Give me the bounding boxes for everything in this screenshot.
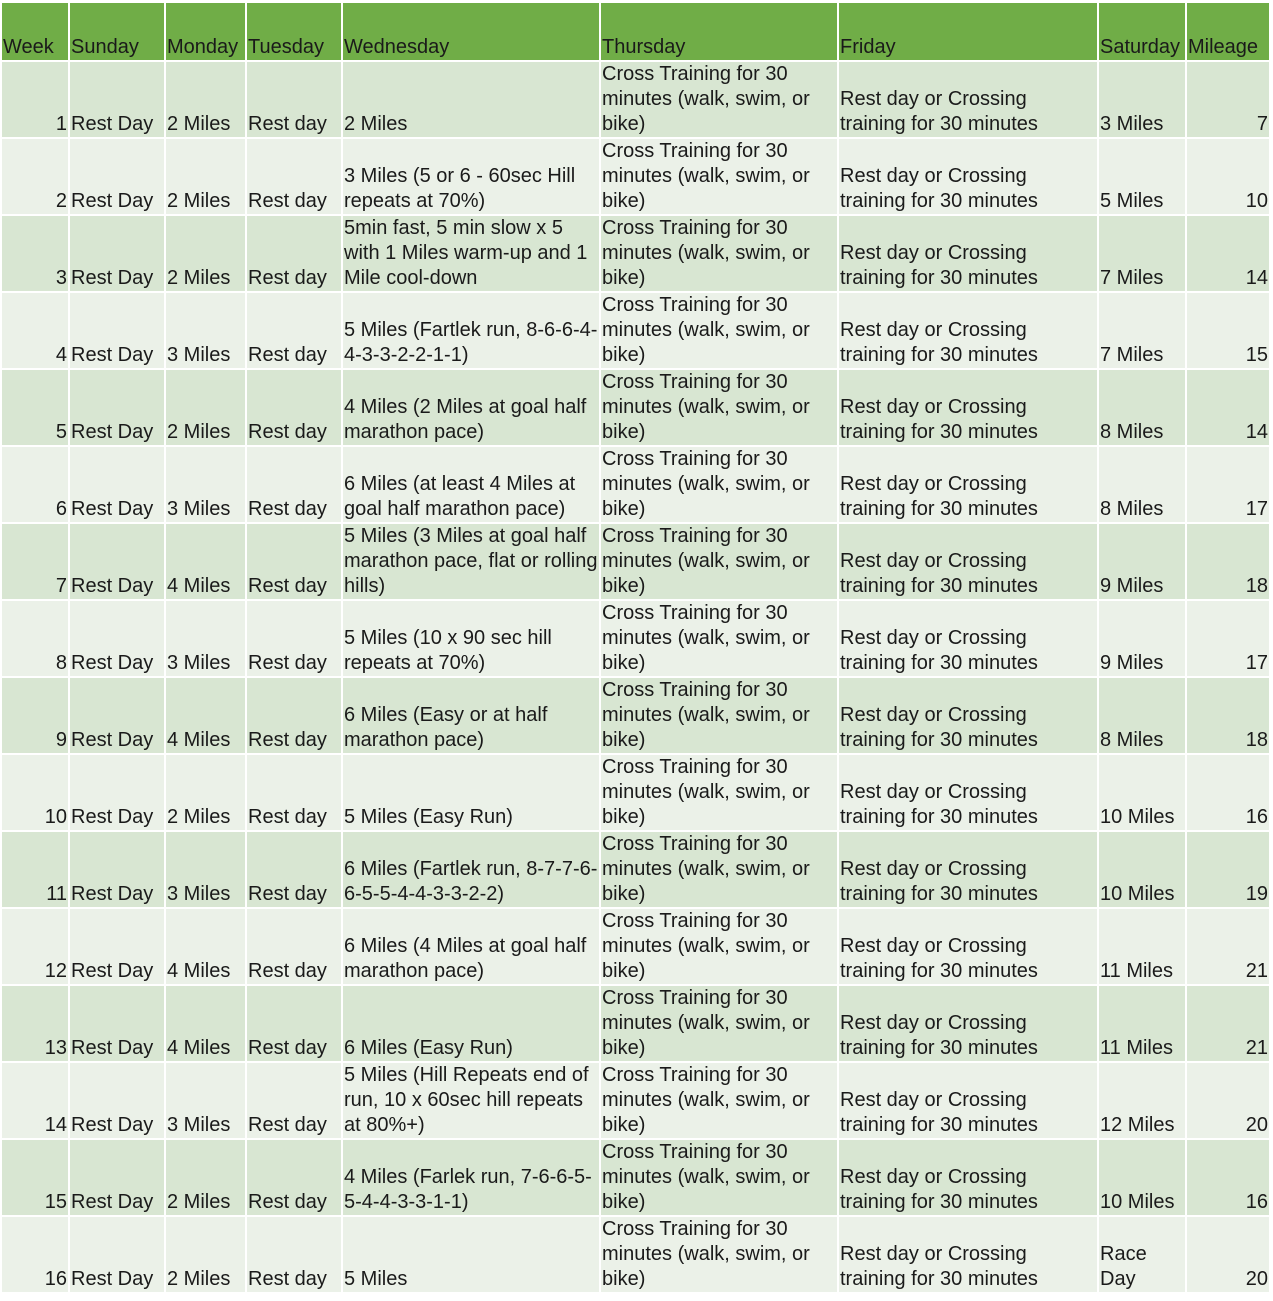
mileage-cell: 10	[1186, 138, 1270, 215]
wednesday-cell: 2 Miles	[342, 61, 600, 138]
wednesday-cell: 5 Miles (3 Miles at goal half marathon pace, flat or rolling hills)	[342, 523, 600, 600]
mileage-cell: 16	[1186, 1139, 1270, 1216]
monday-cell: 2 Miles	[165, 1216, 246, 1293]
week-cell: 9	[2, 677, 69, 754]
saturday-cell: 10 Miles	[1098, 754, 1186, 831]
monday-cell: 3 Miles	[165, 446, 246, 523]
sunday-cell: Rest Day	[69, 677, 165, 754]
sunday-cell: Rest Day	[69, 369, 165, 446]
table-row	[2, 831, 1270, 908]
table-row	[2, 138, 1270, 215]
saturday-cell: 9 Miles	[1098, 600, 1186, 677]
thursday-cell: Cross Training for 30 minutes (walk, swim, or bike)	[600, 446, 838, 523]
tuesday-cell: Rest day	[246, 292, 342, 369]
week-cell: 8	[2, 600, 69, 677]
tuesday-cell: Rest day	[246, 446, 342, 523]
sunday-cell: Rest Day	[69, 61, 165, 138]
mileage-cell: 14	[1186, 215, 1270, 292]
mileage-cell: 15	[1186, 292, 1270, 369]
thursday-cell: Cross Training for 30 minutes (walk, swim, or bike)	[600, 215, 838, 292]
friday-cell: Rest day or Crossing training for 30 minutes	[838, 831, 1098, 908]
monday-cell: 2 Miles	[165, 215, 246, 292]
sunday-cell: Rest Day	[69, 523, 165, 600]
friday-cell: Rest day or Crossing training for 30 minutes	[838, 985, 1098, 1062]
tuesday-cell: Rest day	[246, 1062, 342, 1139]
thursday-cell: Cross Training for 30 minutes (walk, swim, or bike)	[600, 677, 838, 754]
table-row	[2, 446, 1270, 523]
thursday-cell: Cross Training for 30 minutes (walk, swim, or bike)	[600, 985, 838, 1062]
mileage-cell: 17	[1186, 446, 1270, 523]
saturday-cell: 7 Miles	[1098, 292, 1186, 369]
week-cell: 2	[2, 138, 69, 215]
saturday-cell: 10 Miles	[1098, 831, 1186, 908]
monday-cell: 4 Miles	[165, 985, 246, 1062]
week-cell: 1	[2, 61, 69, 138]
wednesday-cell: 5min fast, 5 min slow x 5 with 1 Miles warm-up and 1 Mile cool-down	[342, 215, 600, 292]
week-cell: 7	[2, 523, 69, 600]
sunday-cell: Rest Day	[69, 446, 165, 523]
week-cell: 16	[2, 1216, 69, 1293]
saturday-cell: 12 Miles	[1098, 1062, 1186, 1139]
table-row	[2, 1062, 1270, 1139]
column-header-mileage: Mileage	[1186, 3, 1270, 61]
sunday-cell: Rest Day	[69, 1216, 165, 1293]
mileage-cell: 21	[1186, 985, 1270, 1062]
wednesday-cell: 5 Miles (Fartlek run, 8-6-6-4-4-3-3-2-2-1-1)	[342, 292, 600, 369]
friday-cell: Rest day or Crossing training for 30 minutes	[838, 292, 1098, 369]
monday-cell: 2 Miles	[165, 138, 246, 215]
column-header-sunday: Sunday	[69, 3, 165, 61]
mileage-cell: 14	[1186, 369, 1270, 446]
week-cell: 11	[2, 831, 69, 908]
table-row	[2, 523, 1270, 600]
mileage-cell: 21	[1186, 908, 1270, 985]
tuesday-cell: Rest day	[246, 1216, 342, 1293]
mileage-cell: 16	[1186, 754, 1270, 831]
wednesday-cell: 6 Miles (at least 4 Miles at goal half marathon pace)	[342, 446, 600, 523]
wednesday-cell: 6 Miles (Fartlek run, 8-7-7-6-6-5-5-4-4-3-3-2-2)	[342, 831, 600, 908]
saturday-cell: 8 Miles	[1098, 446, 1186, 523]
table-row	[2, 1139, 1270, 1216]
header-row	[2, 3, 1270, 61]
sunday-cell: Rest Day	[69, 1062, 165, 1139]
table-row	[2, 908, 1270, 985]
sunday-cell: Rest Day	[69, 215, 165, 292]
friday-cell: Rest day or Crossing training for 30 minutes	[838, 1139, 1098, 1216]
monday-cell: 3 Miles	[165, 600, 246, 677]
monday-cell: 4 Miles	[165, 908, 246, 985]
column-header-friday: Friday	[838, 3, 1098, 61]
tuesday-cell: Rest day	[246, 138, 342, 215]
week-cell: 14	[2, 1062, 69, 1139]
friday-cell: Rest day or Crossing training for 30 minutes	[838, 754, 1098, 831]
tuesday-cell: Rest day	[246, 61, 342, 138]
friday-cell: Rest day or Crossing training for 30 minutes	[838, 446, 1098, 523]
thursday-cell: Cross Training for 30 minutes (walk, swim, or bike)	[600, 523, 838, 600]
thursday-cell: Cross Training for 30 minutes (walk, swim, or bike)	[600, 831, 838, 908]
thursday-cell: Cross Training for 30 minutes (walk, swim, or bike)	[600, 600, 838, 677]
table-row	[2, 600, 1270, 677]
wednesday-cell: 3 Miles (5 or 6 - 60sec Hill repeats at 70%)	[342, 138, 600, 215]
thursday-cell: Cross Training for 30 minutes (walk, swim, or bike)	[600, 1216, 838, 1293]
saturday-cell: 11 Miles	[1098, 985, 1186, 1062]
wednesday-cell: 6 Miles (Easy Run)	[342, 985, 600, 1062]
table-row	[2, 215, 1270, 292]
mileage-cell: 20	[1186, 1216, 1270, 1293]
monday-cell: 2 Miles	[165, 754, 246, 831]
friday-cell: Rest day or Crossing training for 30 minutes	[838, 677, 1098, 754]
thursday-cell: Cross Training for 30 minutes (walk, swim, or bike)	[600, 369, 838, 446]
tuesday-cell: Rest day	[246, 677, 342, 754]
monday-cell: 4 Miles	[165, 523, 246, 600]
week-cell: 13	[2, 985, 69, 1062]
wednesday-cell: 5 Miles (Hill Repeats end of run, 10 x 60sec hill repeats at 80%+)	[342, 1062, 600, 1139]
thursday-cell: Cross Training for 30 minutes (walk, swim, or bike)	[600, 1139, 838, 1216]
tuesday-cell: Rest day	[246, 908, 342, 985]
mileage-cell: 18	[1186, 677, 1270, 754]
thursday-cell: Cross Training for 30 minutes (walk, swim, or bike)	[600, 138, 838, 215]
saturday-cell: 10 Miles	[1098, 1139, 1186, 1216]
tuesday-cell: Rest day	[246, 369, 342, 446]
table-body	[2, 61, 1270, 1293]
wednesday-cell: 5 Miles	[342, 1216, 600, 1293]
mileage-cell: 20	[1186, 1062, 1270, 1139]
wednesday-cell: 5 Miles (Easy Run)	[342, 754, 600, 831]
week-cell: 12	[2, 908, 69, 985]
monday-cell: 2 Miles	[165, 61, 246, 138]
monday-cell: 3 Miles	[165, 292, 246, 369]
thursday-cell: Cross Training for 30 minutes (walk, swim, or bike)	[600, 908, 838, 985]
column-header-saturday: Saturday	[1098, 3, 1186, 61]
friday-cell: Rest day or Crossing training for 30 minutes	[838, 61, 1098, 138]
saturday-cell: 8 Miles	[1098, 369, 1186, 446]
friday-cell: Rest day or Crossing training for 30 minutes	[838, 908, 1098, 985]
mileage-cell: 18	[1186, 523, 1270, 600]
week-cell: 10	[2, 754, 69, 831]
sunday-cell: Rest Day	[69, 908, 165, 985]
monday-cell: 4 Miles	[165, 677, 246, 754]
table-row	[2, 985, 1270, 1062]
sunday-cell: Rest Day	[69, 754, 165, 831]
sunday-cell: Rest Day	[69, 600, 165, 677]
friday-cell: Rest day or Crossing training for 30 minutes	[838, 600, 1098, 677]
tuesday-cell: Rest day	[246, 215, 342, 292]
thursday-cell: Cross Training for 30 minutes (walk, swim, or bike)	[600, 292, 838, 369]
week-cell: 4	[2, 292, 69, 369]
tuesday-cell: Rest day	[246, 754, 342, 831]
friday-cell: Rest day or Crossing training for 30 minutes	[838, 523, 1098, 600]
sunday-cell: Rest Day	[69, 985, 165, 1062]
tuesday-cell: Rest day	[246, 985, 342, 1062]
sunday-cell: Rest Day	[69, 138, 165, 215]
saturday-cell: 5 Miles	[1098, 138, 1186, 215]
friday-cell: Rest day or Crossing training for 30 minutes	[838, 1216, 1098, 1293]
monday-cell: 2 Miles	[165, 1139, 246, 1216]
column-header-thursday: Thursday	[600, 3, 838, 61]
friday-cell: Rest day or Crossing training for 30 minutes	[838, 369, 1098, 446]
sunday-cell: Rest Day	[69, 1139, 165, 1216]
tuesday-cell: Rest day	[246, 1139, 342, 1216]
week-cell: 6	[2, 446, 69, 523]
table-header	[2, 3, 1270, 61]
tuesday-cell: Rest day	[246, 600, 342, 677]
table-row	[2, 677, 1270, 754]
wednesday-cell: 4 Miles (Farlek run, 7-6-6-5-5-4-4-3-3-1-1)	[342, 1139, 600, 1216]
training-schedule-table	[2, 3, 1271, 1294]
friday-cell: Rest day or Crossing training for 30 minutes	[838, 1062, 1098, 1139]
thursday-cell: Cross Training for 30 minutes (walk, swim, or bike)	[600, 754, 838, 831]
table-row	[2, 369, 1270, 446]
wednesday-cell: 4 Miles (2 Miles at goal half marathon pace)	[342, 369, 600, 446]
week-cell: 15	[2, 1139, 69, 1216]
column-header-monday: Monday	[165, 3, 246, 61]
wednesday-cell: 6 Miles (4 Miles at goal half marathon pace)	[342, 908, 600, 985]
monday-cell: 3 Miles	[165, 1062, 246, 1139]
week-cell: 5	[2, 369, 69, 446]
sunday-cell: Rest Day	[69, 292, 165, 369]
column-header-tuesday: Tuesday	[246, 3, 342, 61]
monday-cell: 3 Miles	[165, 831, 246, 908]
friday-cell: Rest day or Crossing training for 30 minutes	[838, 215, 1098, 292]
mileage-cell: 19	[1186, 831, 1270, 908]
table-row	[2, 754, 1270, 831]
wednesday-cell: 6 Miles (Easy or at half marathon pace)	[342, 677, 600, 754]
friday-cell: Rest day or Crossing training for 30 minutes	[838, 138, 1098, 215]
thursday-cell: Cross Training for 30 minutes (walk, swim, or bike)	[600, 1062, 838, 1139]
column-header-wednesday: Wednesday	[342, 3, 600, 61]
saturday-cell: 3 Miles	[1098, 61, 1186, 138]
saturday-cell: 7 Miles	[1098, 215, 1186, 292]
table-row	[2, 292, 1270, 369]
tuesday-cell: Rest day	[246, 831, 342, 908]
tuesday-cell: Rest day	[246, 523, 342, 600]
column-header-week: Week	[2, 3, 69, 61]
mileage-cell: 17	[1186, 600, 1270, 677]
table-row	[2, 61, 1270, 138]
table-row	[2, 1216, 1270, 1293]
week-cell: 3	[2, 215, 69, 292]
wednesday-cell: 5 Miles (10 x 90 sec hill repeats at 70%)	[342, 600, 600, 677]
saturday-cell: 9 Miles	[1098, 523, 1186, 600]
sunday-cell: Rest Day	[69, 831, 165, 908]
thursday-cell: Cross Training for 30 minutes (walk, swim, or bike)	[600, 61, 838, 138]
saturday-cell: 8 Miles	[1098, 677, 1186, 754]
mileage-cell: 7	[1186, 61, 1270, 138]
saturday-cell: 11 Miles	[1098, 908, 1186, 985]
saturday-cell: Race Day	[1098, 1216, 1186, 1293]
monday-cell: 2 Miles	[165, 369, 246, 446]
